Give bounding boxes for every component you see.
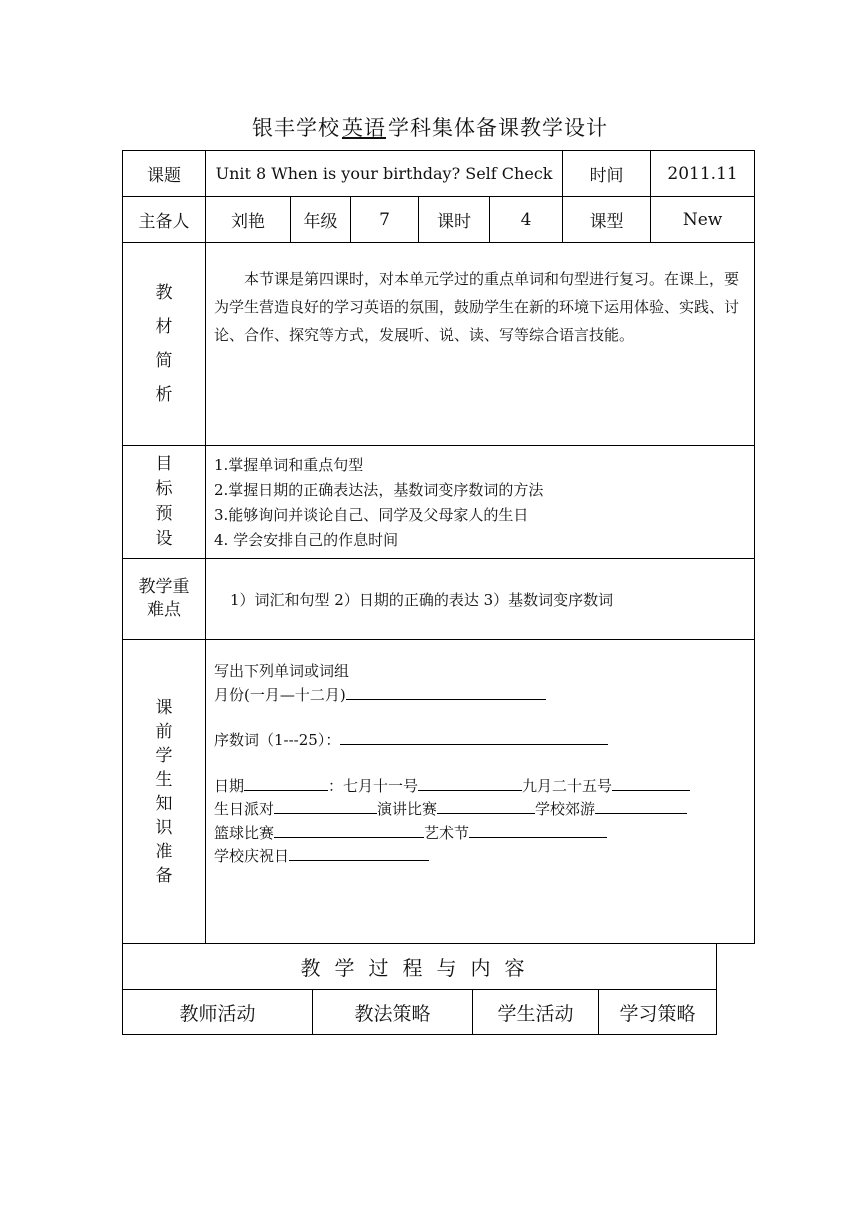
period-value: 4 (490, 197, 563, 243)
goals-label (123, 446, 206, 559)
difficulties-row (123, 559, 755, 640)
column-student-activity: 学生活动 (473, 990, 599, 1035)
prep-basketball-label: 篮球比赛 (214, 823, 275, 842)
prep-events-line (214, 797, 746, 821)
subject-name: 英语 (342, 116, 386, 140)
prep-trip-label: 学校郊游 (535, 800, 596, 818)
difficulties-label-line: 教学重 (138, 577, 190, 597)
prep-months-label: 月份(一月—十二月) (214, 685, 346, 704)
difficulties-label-line: 难点 (147, 600, 181, 620)
preparation-label (123, 640, 206, 944)
prep-date-sep: ：七月十一号 (328, 776, 419, 795)
difficulties-text: 1）词汇和句型 2）日期的正确的表达 3）基数词变序数词 (206, 559, 755, 640)
goals-label-char: 标 (155, 479, 173, 499)
prep-label-char: 知 (155, 793, 173, 814)
material-text-cell (206, 243, 755, 446)
time-value: 2011.11 (651, 151, 755, 197)
material-label-char: 析 (155, 384, 173, 405)
basketball-blank[interactable] (274, 821, 424, 838)
preparation-row (123, 640, 755, 944)
trip-blank[interactable] (595, 797, 687, 814)
material-row (123, 243, 755, 446)
type-label: 课型 (563, 197, 651, 243)
process-heading: 教学过程与内容 (123, 944, 717, 990)
prep-speech-label: 演讲比赛 (377, 800, 438, 818)
material-text: 本节课是第四课时，对本单元学过的重点单词和句型进行复习。在课上，要为学生营造良好的学习英语的氛围，鼓励学生在新的环境下运用体验、实践、讨论、合作、探究等方式，发展听、说、读、写等综合语言技能。 (214, 270, 740, 344)
prep-date-line (214, 774, 746, 798)
july-blank[interactable] (418, 774, 522, 791)
ordinals-blank[interactable] (340, 728, 608, 745)
prep-label-char: 准 (155, 841, 173, 862)
prep-ordinals-label: 序数词（1---25）： (214, 731, 341, 749)
preparer-label: 主备人 (123, 197, 206, 243)
document-title (0, 112, 860, 142)
goal-item: 2.掌握日期的正确表达法，基数词变序数词的方法 (214, 481, 544, 499)
prep-events-line-2 (214, 821, 746, 845)
goal-item: 4. 学会安排自己的作息时间 (214, 531, 399, 549)
period-label: 课时 (419, 197, 490, 243)
process-columns-row (123, 990, 717, 1035)
prep-party-label: 生日派对 (214, 800, 275, 818)
process-heading-row (123, 944, 717, 990)
goals-row (123, 446, 755, 559)
prep-date2-label: 九月二十五号 (522, 776, 613, 795)
lesson-plan-table (122, 150, 755, 944)
topic-label: 课题 (123, 151, 206, 197)
school-day-blank[interactable] (289, 844, 429, 861)
goals-label-char: 设 (155, 529, 173, 549)
prep-label-char: 备 (155, 865, 173, 886)
info-row (123, 197, 755, 243)
type-value: New (651, 197, 755, 243)
column-teaching-strategy: 教法策略 (313, 990, 473, 1035)
material-label-char: 简 (155, 350, 173, 371)
column-learning-strategy: 学习策略 (599, 990, 717, 1035)
prep-art-label: 艺术节 (424, 823, 470, 842)
preparer-value: 刘艳 (206, 197, 291, 243)
goal-item: 1.掌握单词和重点句型 (214, 456, 364, 474)
goal-item: 3.能够询问并谈论自己、同学及父母家人的生日 (214, 506, 529, 524)
prep-label-char: 课 (155, 697, 173, 718)
prep-label-char: 前 (155, 721, 173, 742)
preparation-exercise (206, 640, 755, 944)
material-label (123, 243, 206, 446)
party-blank[interactable] (274, 797, 377, 814)
material-label-char: 材 (155, 316, 173, 337)
title-suffix: 学科集体备课教学设计 (388, 116, 608, 140)
grade-value: 7 (351, 197, 419, 243)
prep-school-day-label: 学校庆祝日 (214, 847, 290, 865)
column-teacher-activity: 教师活动 (123, 990, 313, 1035)
months-blank[interactable] (346, 683, 546, 700)
difficulties-label (123, 559, 206, 640)
prep-label-char: 学 (155, 745, 173, 766)
goals-label-char: 预 (155, 504, 173, 524)
material-label-char: 教 (155, 282, 173, 303)
speech-blank[interactable] (437, 797, 535, 814)
topic-value: Unit 8 When is your birthday? Self Check (206, 151, 563, 197)
prep-ordinals-line (214, 728, 746, 752)
goals-list (206, 446, 755, 559)
school-name: 银丰学校 (252, 116, 340, 140)
topic-row (123, 151, 755, 197)
date-blank[interactable] (244, 774, 328, 791)
september-blank[interactable] (612, 774, 690, 791)
prep-label-char: 生 (155, 769, 173, 790)
grade-label: 年级 (291, 197, 351, 243)
prep-label-char: 识 (155, 817, 173, 838)
time-label: 时间 (563, 151, 651, 197)
prep-intro: 写出下列单词或词组 (214, 662, 350, 680)
prep-date-label: 日期 (214, 776, 245, 795)
prep-months-line (214, 683, 746, 707)
art-blank[interactable] (469, 821, 607, 838)
goals-label-char: 目 (155, 454, 173, 474)
teaching-process-table (122, 943, 717, 1035)
prep-celebration-line (214, 844, 746, 868)
